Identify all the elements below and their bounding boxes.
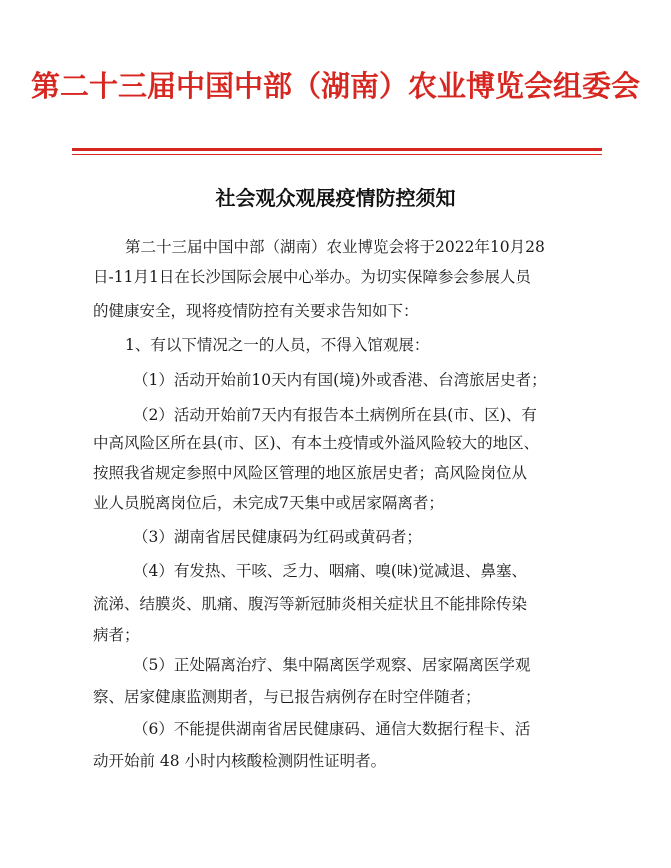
item-1-line-1: （1）活动开始前10天内有国(境)外或香港、台湾旅居史者； [133, 371, 547, 389]
document-title: 社会观众观展疫情防控须知 [215, 186, 456, 210]
item-2-line-3: 按照我省规定参照中风险区管理的地区旅居史者；高风险岗位从 [93, 464, 528, 482]
item-2-line-2: 中高风险区所在县(市、区)、有本土疫情或外溢风险较大的地区、 [93, 434, 540, 452]
item-5-line-2: 察、居家健康监测期者，与已报告病例存在时空伴随者； [93, 688, 481, 706]
intro-line-3: 的健康安全，现将疫情防控有关要求告知如下： [93, 302, 419, 320]
item-4-line-3: 病者； [93, 626, 140, 644]
intro-line-2: 日-11月1日在长沙国际会展中心举办。为切实保障参会参展人员 [93, 268, 531, 286]
item-4-line-1: （4）有发热、干咳、乏力、咽痛、嗅(味)觉减退、鼻塞、 [133, 562, 527, 580]
item-6-line-2: 动开始前 48 小时内核酸检测阴性证明者。 [93, 752, 387, 770]
item-4-line-2: 流涕、结膜炎、肌痛、腹泻等新冠肺炎相关症状且不能排除传染 [93, 595, 528, 613]
header-rule-thick [72, 148, 602, 151]
item-5-line-1: （5）正处隔离治疗、集中隔离医学观察、居家隔离医学观 [133, 656, 531, 674]
header-rule-thin [72, 154, 602, 155]
organizer-header: 第二十三届中国中部（湖南）农业博览会组委会 [30, 69, 640, 103]
item-2-line-4: 业人员脱离岗位后，未完成7天集中或居家隔离者； [93, 494, 444, 512]
item-3-line-1: （3）湖南省居民健康码为红码或黄码者； [133, 528, 422, 546]
section1-heading: 1、有以下情况之一的人员，不得入馆观展： [125, 336, 430, 354]
item-2-line-1: （2）活动开始前7天内有报告本土病例所在县(市、区)、有 [133, 406, 537, 424]
item-6-line-1: （6）不能提供湖南省居民健康码、通信大数据行程卡、活 [133, 720, 531, 738]
intro-line-1: 第二十三届中国中部（湖南）农业博览会将于2022年10月28 [125, 238, 545, 256]
